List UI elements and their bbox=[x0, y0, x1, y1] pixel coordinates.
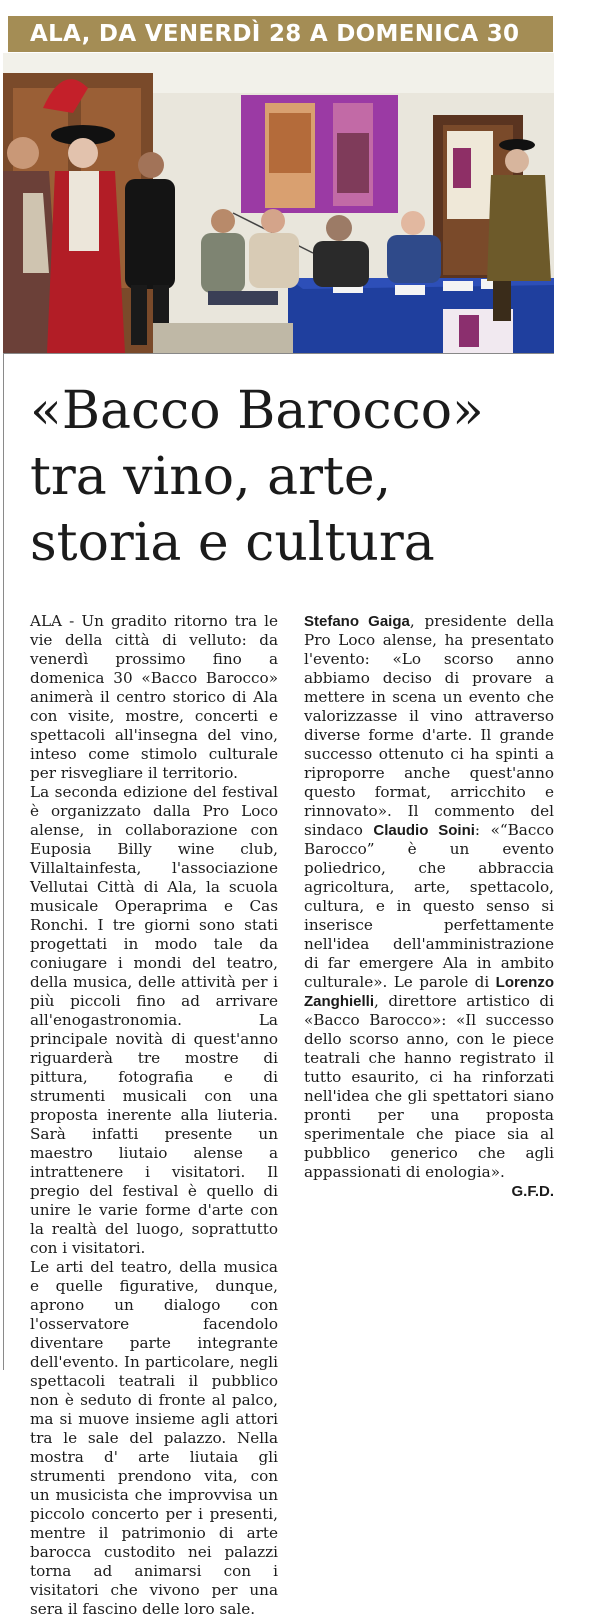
article-column-2 bbox=[304, 612, 554, 1201]
headline-line-2: tra vino, arte, bbox=[30, 447, 392, 507]
speaker-name-1: Stefano Gaiga bbox=[304, 613, 410, 630]
paragraph-4-part-a: , presidente della Pro Loco alense, ha presentato l'evento: «Lo scorso anno abbiamo deciso di provare a mettere in scena un evento che valorizzasse il vino attraverso diverse forme d'arte. Il grande successo ottenuto ci ha spinti a riproporre anche quest'anno questo format, arricchito e rinnovato». Il commento del sindaco bbox=[304, 612, 555, 839]
speaker-name-2: Claudio Soini bbox=[373, 822, 475, 839]
paragraph-4-part-c: , direttore artistico di «Bacco Barocco»: «Il successo dello scorso anno, con le piece teatrali che hanno registrato il tutto esaurito, ci ha rinforzati nell'idea che gli spettatori siano pronti per una proposta sperimentale che piace sia al pubblico generico che agli appassionati di enologia». bbox=[304, 992, 554, 1181]
article-column-1 bbox=[30, 612, 278, 1618]
paragraph-4-part-b: : «“Bacco Barocco” è un evento poliedrico, che abbraccia agricoltura, arte, spettacolo, cultura, e in questo senso si inserisce perfettamente nell'idea dell'amministrazione di far emergere Ala in ambito culturale». Le parole di bbox=[304, 821, 554, 991]
paragraph-3: Le arti del teatro, della musica e quelle figurative, dunque, aprono un dialogo con l'osservatore facendolo diventare parte integrante dell'evento. In particolare, negli spettacoli teatrali il pubblico non è seduto di fronte al palco, ma si muove insieme agli attori tra le sale del palazzo. Nella mostra d' arte liutaia gli strumenti prendono vita, con un musicista che improvvisa un piccolo concerto per i presenti, mentre il patrimonio di arte barocca custodito nei palazzi torna ad animarsi con i visitatori che vivono per una sera il fascino delle loro sale. bbox=[30, 1258, 278, 1618]
paragraph-4 bbox=[304, 612, 554, 1182]
paragraph-2: La seconda edizione del festival è organizzato dalla Pro Loco alense, in collaborazione con Euposia Billy wine club, Villaltainfesta, l'associazione Vellutai Città di Ala, la scuola musicale Operaprima e Cas Ronchi. I tre giorni sono stati progettati in modo tale da coniugare i mondi del teatro, della musica, delle attività per i più piccoli fino ad arrivare all'enogastronomia. La principale novità di quest'anno riguarderà tre mostre di pittura, fotografia e di strumenti musicali con una proposta inerente alla liuteria. Sarà infatti presente un maestro liutaio alense a intrattenere i visitatori. Il pregio del festival è quello di unire le varie forme d'arte con la realtà del luogo, soprattutto con i visitatori. bbox=[30, 783, 278, 1257]
headline bbox=[30, 378, 570, 576]
speaker-name-3: Lorenzo Zanghielli bbox=[304, 974, 554, 1010]
photo-illustration bbox=[3, 53, 554, 353]
paragraph-1: ALA - Un gradito ritorno tra le vie della città di velluto: da venerdì prossimo fino a domenica 30 «Bacco Barocco» animerà il centro storico di Ala con visite, mostre, concerti e spettacoli all'insegna del vino, inteso come stimolo culturale per risvegliare il territorio. bbox=[30, 612, 278, 782]
headline-line-1: «Bacco Barocco» bbox=[30, 381, 484, 441]
headline-line-3: storia e cultura bbox=[30, 513, 435, 573]
press-conference-photo bbox=[3, 53, 554, 354]
author-signature: G.F.D. bbox=[511, 1183, 554, 1200]
column-rule bbox=[3, 353, 4, 1370]
section-kicker: ALA, DA VENERDÌ 28 A DOMENICA 30 bbox=[8, 16, 553, 52]
